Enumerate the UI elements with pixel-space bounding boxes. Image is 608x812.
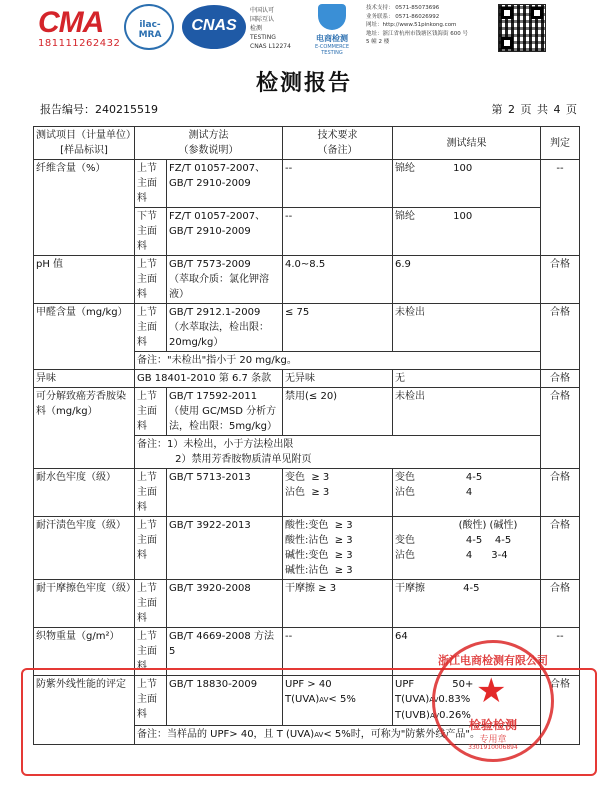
row-item: 异味 [34,370,135,388]
table-row [34,388,580,436]
uv-req-prefix: T(UVA) [285,694,320,705]
report-number-value: 240215519 [95,103,158,116]
table-row [34,370,580,388]
row-item: 可分解致癌芳香胺染料（mg/kg） [34,388,135,469]
cma-logo [38,6,121,49]
header-method: 测试方法 （参数说明） [135,127,283,160]
shield-check-icon [318,4,346,30]
ilac-mark: ilac-MRA [138,20,162,40]
uv-req-subscript: AV [319,696,329,704]
report-title: 检测报告 [255,70,352,96]
row-requirement: -- [283,208,393,256]
row-part: 上节主面料 [135,517,167,580]
seal-label: 专用章 [479,735,507,745]
uv-note-subscript: AV [314,731,324,739]
report-number-label: 报告编号： [40,103,95,116]
row-requirement: -- [283,160,393,208]
row-method: GB/T 5713-2013 [167,469,283,517]
row-item: 甲醛含量（mg/kg） [34,304,135,370]
row-item: pH 值 [34,256,135,304]
row-part: 上节主面料 [135,676,167,726]
row-requirement [283,676,393,726]
uv-req-line: UPF > 40 [285,679,332,690]
row-part: 上节主面料 [135,580,167,628]
seal-company: 浙江电商检测有限公司 [438,654,548,667]
table-row [34,304,580,352]
table-row [34,580,580,628]
row-method: FZ/T 01057-2007、GB/T 2910-2009 [167,208,283,256]
row-result: 未检出 [393,388,541,436]
report-number [40,101,158,117]
star-icon: ★ [476,671,507,711]
official-seal [429,640,554,762]
row-item: 耐水色牢度（级） [34,469,135,517]
ecommerce-testing-logo [304,4,360,56]
table-row [34,469,580,517]
contact-line: 网址：http://www.51pinkong.com [366,22,457,29]
contact-line: 技术支持： 0571-85073696 [366,5,440,11]
row-method: GB/T 4669-2008 方法 5 [167,628,283,676]
cnas-caption-line: 中国认可 [250,7,275,14]
row-item: 织物重量（g/m²） [34,628,135,676]
row-method: GB/T 7573-2009 （萃取介质：氯化钾溶液） [167,256,283,304]
uv-res-subscript: AV [429,712,440,720]
uv-res-line: UPF 50+ [395,679,474,690]
row-verdict: 合格 [541,370,580,388]
row-item: 耐汗渍色牢度（级） [34,517,135,580]
cnas-caption [250,6,300,51]
row-requirement: 禁用(≤ 20) [283,388,393,436]
row-verdict: 合格 [541,304,580,370]
row-item: 纤维含量（%） [34,160,135,256]
header-requirement: 技术要求 （备注） [283,127,393,160]
header-result: 测试结果 [393,127,541,160]
row-note: 备注："未检出"指小于 20 mg/kg。 [135,352,541,370]
qr-code-icon [498,4,546,52]
row-result: 锦纶 100 [393,208,541,256]
uv-res-suffix: 0.83% [438,694,471,705]
row-requirement: 酸性:变色 ≥ 3 酸性:沾色 ≥ 3 碱性:变色 ≥ 3 碱性:沾色 ≥ 3 [283,517,393,580]
uv-res-prefix: T(UVA) [395,694,430,705]
row-part: 上节主面料 [135,469,167,517]
contact-line: 业务联系： 0571-86026992 [366,13,440,20]
uv-res-suffix: 0.26% [439,710,471,721]
row-method: FZ/T 01057-2007、GB/T 2910-2009 [167,160,283,208]
seal-middle: 检验检测 [468,718,517,732]
row-method: GB/T 17592-2011 （使用 GC/MSD 分析方法，检出限：5mg/kg） [167,388,283,436]
row-verdict: 合格 [541,580,580,628]
table-row [34,160,580,208]
row-item: 耐干摩擦色牢度（级） [34,580,135,628]
table-row [34,256,580,304]
row-method: GB/T 18830-2009 [167,676,283,726]
contact-line: 地址：浙江省杭州市钱塘区钱海街 600 号 [366,30,468,37]
ecom-subtitle: E-COMMERCE TESTING [314,44,350,56]
row-part: 上节主面料 [135,256,167,304]
uv-note-prefix: 备注：当样品的 UPF> 40，且 T (UVA) [137,729,315,740]
row-verdict: 合格 [541,676,580,745]
cnas-logo [182,5,246,49]
cnas-caption-line: TESTING [250,34,276,41]
header-item: 测试项目（计量单位） [样品标识] [34,127,135,160]
row-verdict: 合格 [541,388,580,469]
row-requirement: 干摩擦 ≥ 3 [283,580,393,628]
row-result: (酸性) (碱性) 变色 4-5 4-5 沾色 4 3-4 [393,517,541,580]
row-result: 64 [393,628,541,676]
cnas-caption-line: 国际互认 [250,16,275,23]
row-part: 上节主面料 [135,628,167,676]
row-verdict: 合格 [541,517,580,580]
table-row [34,517,580,580]
row-result: 干摩擦 4-5 [393,580,541,628]
row-part: 上节主面料 [135,304,167,352]
row-method: GB/T 3920-2008 [167,580,283,628]
uv-res-subscript: AV [429,696,439,704]
cnas-caption-line: 检测 [250,25,263,32]
row-method: GB 18401-2010 第 6.7 条款 [135,370,283,388]
cma-number: 181111262432 [38,38,121,49]
row-part: 上节主面料 [135,388,167,436]
table-header-row [34,127,580,160]
row-requirement: -- [283,628,393,676]
row-part: 上节主面料 [135,160,167,208]
row-requirement: 无异味 [283,370,393,388]
row-result: 变色 4-5 沾色 4 [393,469,541,517]
ilac-mra-logo [124,4,174,50]
cnas-caption-line: CNAS L12274 [250,43,291,50]
row-verdict: 合格 [541,256,580,304]
cma-mark: CMA [38,6,104,39]
row-verdict: -- [541,160,580,256]
row-result: 无 [393,370,541,388]
row-requirement: ≤ 75 [283,304,393,352]
row-item: 防紫外线性能的评定 [34,676,135,745]
row-result: 锦纶 100 [393,160,541,208]
row-requirement: 变色 ≥ 3 沾色 ≥ 3 [283,469,393,517]
uv-res-prefix: T(UVB) [395,710,430,721]
row-part: 下节主面料 [135,208,167,256]
cnas-mark: CNAS [191,17,237,34]
ecom-title: 电商检测 [316,34,348,43]
uv-req-line [285,692,390,708]
row-result: 6.9 [393,256,541,304]
uv-req-suffix: < 5% [328,694,356,705]
row-method: GB/T 2912.1-2009 （水萃取法，检出限：20mg/kg） [167,304,283,352]
row-verdict: -- [541,628,580,676]
header-verdict: 判定 [541,127,580,160]
uv-note-suffix: < 5%时，可称为"防紫外线产品"。 [323,729,480,740]
row-verdict: 合格 [541,469,580,517]
row-method: GB/T 3922-2013 [167,517,283,580]
row-note: 备注：1）未检出，小于方法检出限 2）禁用芳香胺物质清单见附页 [135,436,541,469]
contact-info [366,4,490,47]
row-requirement: 4.0~8.5 [283,256,393,304]
page-info: 第 2 页 共 4 页 [491,103,577,116]
row-result: 未检出 [393,304,541,352]
contact-line: 5 幢 2 楼 [366,39,390,46]
seal-number: 3301910006894 [468,744,518,751]
